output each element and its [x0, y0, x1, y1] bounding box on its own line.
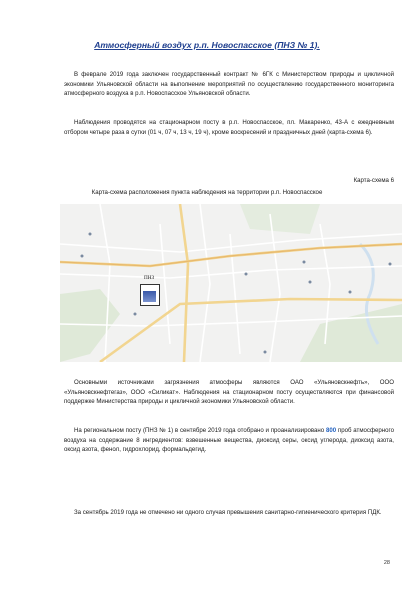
samples-count: 800 [325, 427, 337, 434]
location-map [60, 204, 402, 362]
samples-text-after: проб атмосферного воздуха на содержание 8 ингредиентов: взвешенные вещества, диоксид серы, оксид углерода, диоксид азота, оксид азота, фенол, гидрохлорид, формальдегид. [64, 427, 394, 454]
map-graphic [60, 204, 402, 362]
map-green-area [300, 304, 402, 362]
samples-text-before: На региональном посту (ПНЗ № 1) в сентябре 2019 года отобрано и проанализировано [74, 427, 326, 434]
pnz-station-fill [143, 291, 156, 302]
paragraph-conclusion: За сентябрь 2019 года не отмечено ни одного случая превышения санитарно-гигиенического критерия ПДК. [74, 509, 382, 516]
pnz-station-marker [140, 284, 160, 306]
map-green-area [240, 204, 320, 234]
paragraph-samples [64, 426, 394, 455]
page-title: Атмосферный воздух р.п. Новоспасское (ПНЗ № 1). [94, 40, 320, 50]
paragraph-observations: Наблюдения проводятся на стационарном посту в р.п. Новоспасское, пл. Макаренко, 43-А с ежедневным отбором четыре раза в сутки (01 ч, 07 ч, 13 ч, 19 ч), кроме воскресений и праздничных дней (карта-схема 6). [64, 119, 394, 136]
page-number: 28 [383, 560, 390, 566]
pnz-label: ПНЗ [144, 275, 155, 281]
paragraph-pollution-sources: Основными источниками загрязнения атмосферы являются ОАО «Ульяновскнефть», ООО «Ульяновскнефтегаз», ООО «Силикат». Наблюдения на стационарном посту осуществляются при финансовой поддержке Министерства природы и цикличной экономики Ульяновской области. [64, 379, 394, 406]
map-number-label: Карта-схема 6 [353, 177, 394, 184]
map-caption: Карта-схема расположения пункта наблюдения на территории р.п. Новоспасское [91, 189, 323, 196]
paragraph-contract: В феврале 2019 года заключен государственный контракт № 6ГК с Министерством природы и цикличной экономики Ульяновской области на выполнение мероприятий по осуществлению государственного мониторинга атмосферного воздуха в р.п. Новоспасское Ульяновской области. [64, 71, 394, 98]
